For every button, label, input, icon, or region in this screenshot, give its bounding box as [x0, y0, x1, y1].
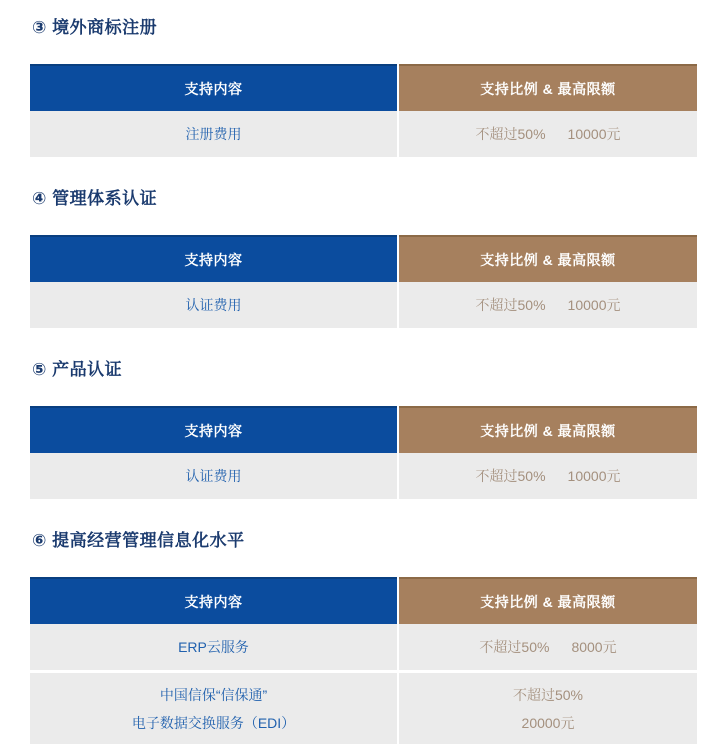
ratio-limit-cell: [399, 111, 697, 157]
column-header-ratio-limit: 支持比例 & 最高限额: [399, 235, 697, 282]
ratio-text: 不超过50%: [512, 686, 584, 703]
ratio-text: 不超过50%: [475, 126, 546, 142]
ratio-text: 不超过50%: [475, 297, 546, 313]
amount-text: 8000元: [571, 639, 617, 655]
ratio-limit-text: [476, 291, 621, 319]
amount-text: 10000元: [567, 297, 621, 313]
table-header-row: [30, 406, 697, 453]
section-management-informatization: [30, 531, 697, 744]
amount-text: 10000元: [567, 126, 621, 142]
support-table: [30, 577, 697, 744]
section-overseas-trademark-registration: [30, 18, 697, 157]
support-table: [30, 64, 697, 157]
ratio-limit-cell: [399, 624, 697, 670]
column-header-support-content: 支持内容: [30, 235, 397, 282]
table-header-row: [30, 64, 697, 111]
table-row: [30, 111, 697, 157]
table-header-row: [30, 235, 697, 282]
support-content-text: 认证费用: [185, 297, 242, 313]
column-header-support-content: 支持内容: [30, 577, 397, 624]
section-heading: ⑤ 产品认证: [32, 360, 123, 379]
support-content-text: ERP云服务: [178, 639, 249, 655]
ratio-text: 不超过50%: [479, 639, 550, 655]
table-row: [30, 282, 697, 328]
section-heading: ⑥ 提高经营管理信息化水平: [32, 531, 245, 550]
column-header-support-content: 支持内容: [30, 406, 397, 453]
support-content-line-1: 中国信保“信保通”: [159, 686, 268, 703]
section-heading: ③ 境外商标注册: [32, 18, 158, 37]
section-heading: ④ 管理体系认证: [32, 189, 158, 208]
section-product-certification: [30, 360, 697, 499]
amount-text: 20000元: [521, 714, 575, 731]
support-content-cell: [30, 673, 397, 744]
section-management-system-certification: [30, 189, 697, 328]
ratio-limit-cell: [399, 282, 697, 328]
support-table: [30, 235, 697, 328]
amount-text: 10000元: [567, 468, 621, 484]
column-header-ratio-limit: 支持比例 & 最高限额: [399, 406, 697, 453]
table-header-row: [30, 577, 697, 624]
support-content-cell: [30, 111, 397, 157]
column-header-support-content: 支持内容: [30, 64, 397, 111]
column-header-ratio-limit: 支持比例 & 最高限额: [399, 64, 697, 111]
support-content-text: 认证费用: [185, 468, 242, 484]
support-content-cell: [30, 453, 397, 499]
support-content-line-2: 电子数据交换服务（EDI）: [131, 714, 296, 731]
table-row: [30, 673, 697, 744]
ratio-text: 不超过50%: [475, 468, 546, 484]
ratio-limit-text: [476, 120, 621, 148]
support-table: [30, 406, 697, 499]
table-row: [30, 453, 697, 499]
ratio-limit-cell: [399, 673, 697, 744]
ratio-limit-text: [476, 462, 621, 490]
ratio-limit-text: [479, 633, 616, 661]
support-content-cell: [30, 624, 397, 670]
support-content-cell: [30, 282, 397, 328]
table-row: [30, 624, 697, 670]
ratio-limit-cell: [399, 453, 697, 499]
support-content-text: 注册费用: [185, 126, 242, 142]
column-header-ratio-limit: 支持比例 & 最高限额: [399, 577, 697, 624]
